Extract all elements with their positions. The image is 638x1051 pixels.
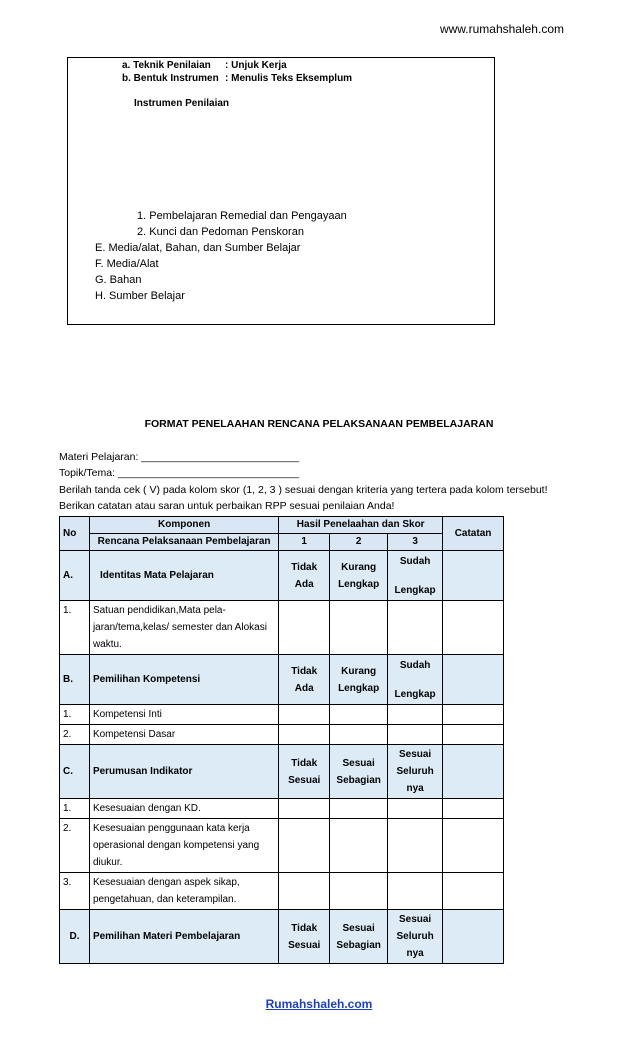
list-item: E. Media/alat, Bahan, dan Sumber Belajar [95, 242, 301, 254]
section-row-d [60, 910, 504, 964]
section-label: Perumusan Indikator [89, 745, 278, 799]
row-text: Kesesuaian dengan KD. [89, 799, 278, 819]
table-header-row [60, 517, 504, 534]
instruction-1: Berilah tanda cek ( V) pada kolom skor (1, 2, 3 ) sesuai dengan kriteria yang tertera pada kolom tersebut! [59, 484, 548, 496]
section-row-b [60, 655, 504, 705]
table-row [60, 601, 504, 655]
website-header: www.rumahshaleh.com [439, 22, 564, 36]
section-label: Identitas Mata Pelajaran [89, 551, 278, 601]
score-label-top: Sudah [399, 555, 431, 567]
list-item: G. Bahan [95, 274, 142, 286]
score-cell[interactable] [388, 799, 443, 819]
score-cell[interactable] [330, 601, 388, 655]
score-cell[interactable] [279, 705, 330, 725]
section-no: A. [60, 551, 90, 601]
score-label: Sesuai Seluruh nya [388, 910, 443, 964]
score-label [388, 551, 443, 601]
row-no: 2. [60, 725, 90, 745]
score-label: Tidak Ada [279, 551, 330, 601]
catatan-cell[interactable] [443, 873, 504, 910]
bentuk-label: b. Bentuk Instrumen [122, 73, 219, 84]
section-row-c [60, 745, 504, 799]
score-label: Kurang Lengkap [330, 655, 388, 705]
score-cell[interactable] [388, 873, 443, 910]
score-cell[interactable] [388, 601, 443, 655]
teknik-label: a. Teknik Penilaian [122, 60, 211, 71]
header-no: No [60, 517, 90, 551]
score-label [388, 655, 443, 705]
teknik-value: : Unjuk Kerja [225, 60, 287, 71]
list-item: H. Sumber Belajar [95, 290, 185, 302]
row-text: Kompetensi Inti [89, 705, 278, 725]
topik-line: Topik/Tema: _______________________________ [59, 467, 299, 479]
row-no: 1. [60, 799, 90, 819]
score-label: Tidak Sesuai [279, 910, 330, 964]
catatan-cell[interactable] [443, 551, 504, 601]
score-cell[interactable] [279, 601, 330, 655]
score-label: Tidak Sesuai [279, 745, 330, 799]
list-item: 2. Kunci dan Pedoman Penskoran [137, 226, 304, 238]
score-cell[interactable] [279, 873, 330, 910]
row-text: Kesesuaian penggunaan kata kerja operasional dengan kompetensi yang diukur. [89, 819, 278, 873]
score-cell[interactable] [388, 705, 443, 725]
review-table [59, 516, 504, 964]
list-item: 1. Pembelajaran Remedial dan Pengayaan [137, 210, 347, 222]
section-no: D. [60, 910, 90, 964]
row-no: 1. [60, 601, 90, 655]
row-text: Kesesuaian dengan aspek sikap, pengetahuan, dan keterampilan. [89, 873, 278, 910]
table-row [60, 873, 504, 910]
score-cell[interactable] [330, 873, 388, 910]
row-no: 1. [60, 705, 90, 725]
score-cell[interactable] [388, 725, 443, 745]
header-komponen: Komponen [89, 517, 278, 534]
table-header-row [60, 534, 504, 551]
score-cell[interactable] [279, 819, 330, 873]
assessment-box [67, 57, 495, 325]
catatan-cell[interactable] [443, 601, 504, 655]
section-row-a [60, 551, 504, 601]
materi-line: Materi Pelajaran: ___________________________ [59, 451, 299, 463]
catatan-cell[interactable] [443, 705, 504, 725]
section-label: Pemilihan Materi Pembelajaran [89, 910, 278, 964]
table-row [60, 799, 504, 819]
score-cell[interactable] [388, 819, 443, 873]
score-label: Sesuai Sebagian [330, 745, 388, 799]
header-score-3: 3 [388, 534, 443, 551]
catatan-cell[interactable] [443, 910, 504, 964]
score-cell[interactable] [330, 725, 388, 745]
row-text: Satuan pendidikan,Mata pela-jaran/tema,kelas/ semester dan Alokasi waktu. [89, 601, 278, 655]
score-label: Sesuai Sebagian [330, 910, 388, 964]
page-title: FORMAT PENELAAHAN RENCANA PELAKSANAAN PEMBELAJARAN [144, 418, 494, 430]
score-label: Tidak Ada [279, 655, 330, 705]
score-cell[interactable] [279, 725, 330, 745]
footer-link[interactable]: Rumahshaleh.com [265, 997, 373, 1011]
header-score-1: 1 [279, 534, 330, 551]
bentuk-value: : Menulis Teks Eksemplum [225, 73, 353, 84]
row-no: 2. [60, 819, 90, 873]
score-label-top: Sudah [399, 659, 431, 671]
row-no: 3. [60, 873, 90, 910]
row-text: Kompetensi Dasar [89, 725, 278, 745]
catatan-cell[interactable] [443, 725, 504, 745]
table-row [60, 705, 504, 725]
score-cell[interactable] [330, 705, 388, 725]
section-no: B. [60, 655, 90, 705]
catatan-cell[interactable] [443, 819, 504, 873]
catatan-cell[interactable] [443, 655, 504, 705]
score-cell[interactable] [330, 799, 388, 819]
catatan-cell[interactable] [443, 745, 504, 799]
instrumen-heading: Instrumen Penilaian [134, 98, 230, 109]
score-label-bottom: Lengkap [394, 688, 436, 700]
section-no: C. [60, 745, 90, 799]
score-label-bottom: Lengkap [394, 584, 436, 596]
table-row [60, 819, 504, 873]
header-komponen-2: Rencana Pelaksanaan Pembelajaran [89, 534, 278, 551]
score-cell[interactable] [279, 799, 330, 819]
score-label: Sesuai Seluruh nya [388, 745, 443, 799]
section-label: Pemilihan Kompetensi [89, 655, 278, 705]
instruction-2: Berikan catatan atau saran untuk perbaikan RPP sesuai penilaian Anda! [59, 500, 395, 512]
header-catatan: Catatan [443, 517, 504, 551]
header-score-2: 2 [330, 534, 388, 551]
table-row [60, 725, 504, 745]
catatan-cell[interactable] [443, 799, 504, 819]
header-hasil: Hasil Penelaahan dan Skor [279, 517, 443, 534]
score-label: Kurang Lengkap [330, 551, 388, 601]
score-cell[interactable] [330, 819, 388, 873]
list-item: F. Media/Alat [95, 258, 159, 270]
